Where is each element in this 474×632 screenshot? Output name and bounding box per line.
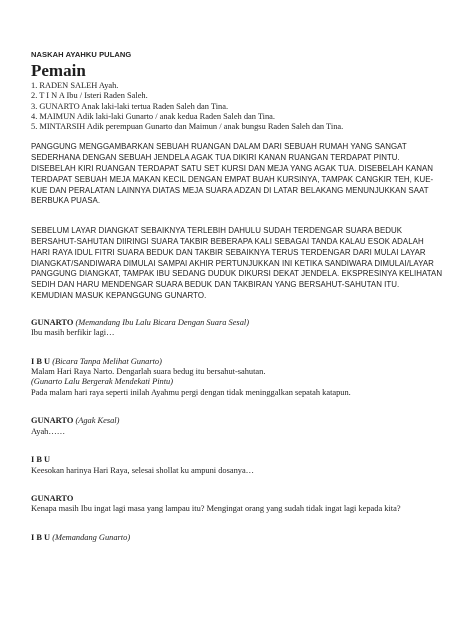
speaker-name: GUNARTO xyxy=(31,493,74,503)
cast-item: 1. RADEN SALEH Ayah. xyxy=(31,81,119,90)
dialogue-line: Pada malam hari raya seperti inilah Ayahmu pergi dengan tidak meninggalkan sepatah katapun. xyxy=(31,387,351,397)
dialogue-block xyxy=(31,455,443,476)
stage-direction: (Memandang Gunarto) xyxy=(52,532,131,542)
dialogue-block xyxy=(31,533,443,543)
stage-direction: (Memandang Ibu Lalu Bicara Dengan Suara Sesal) xyxy=(75,317,249,327)
speaker-name: I B U xyxy=(31,532,51,542)
dialogue-block xyxy=(31,357,443,399)
stage-direction: (Agak Kesal) xyxy=(75,416,120,426)
cast-item: 2. T I N A Ibu / Isteri Raden Saleh. xyxy=(31,91,148,101)
document-title: NASKAH AYAHKU PULANG xyxy=(31,50,132,59)
dialogue-line: Ayah…… xyxy=(31,426,66,436)
stage-direction: (Gunarto Lalu Bergerak Mendekati Pintu) xyxy=(31,377,174,387)
cast-item: 3. GUNARTO Anak laki-laki tertua Raden Saleh dan Tina. xyxy=(31,101,229,111)
dialogue-line: Malam Hari Raya Narto. Dengarlah suara bedug itu bersahut-sahutan. xyxy=(31,367,266,377)
cast-item: 4. MAIMUN Adik laki-laki Gunarto / anak kedua Raden Saleh dan Tina. xyxy=(31,111,275,121)
dialogue-block xyxy=(31,494,443,515)
speaker-name: I B U xyxy=(31,356,51,366)
cast-list xyxy=(31,81,443,132)
speaker-name: I B U xyxy=(31,455,51,465)
stage-description: PANGGUNG MENGGAMBARKAN SEBUAH RUANGAN DALAM DARI SEBUAH RUMAH YANG SANGAT SEDERHANA DENGAN SEBUAH JENDELA AGAK TUA DIKIRI KANAN RUANGAN TERDAPAT PINTU. DISEBELAH KIRI RUANGAN TERDAPAT SATU SET KURSI DAN MEJA YANG AGAK TUA. DISEBELAH KANAN TERDAPAT SEBUAH MEJA MAKAN KECIL DENGAN EMPAT BUAH KURSINYA, TAMPAK CANGKIR TEH, KUE-KUE DAN PERALATAN LAINNYA DIATAS MEJA SUARA ADZAN DI LATAR BELAKANG MENUNJUKKAN SAAT BERBUKA PUASA. xyxy=(31,142,434,206)
dialogue-line: Kenapa masih Ibu ingat lagi masa yang lampau itu? Mengingat orang yang sudah tidak ingat lagi kepada kita? xyxy=(31,504,401,514)
dialogue-block xyxy=(31,416,443,437)
dialogue-block xyxy=(31,318,443,339)
opening-direction: SEBELUM LAYAR DIANGKAT SEBAIKNYA TERLEBIH DAHULU SUDAH TERDENGAR SUARA BEDUK BERSAHUT-SAHUTAN DIIRINGI SUARA TAKBIR BEBERAPA KALI SEBAGAI TANDA KALAU ESOK ADALAH HARI RAYA IDUL FITRI SUARA BEDUK DAN TAKBIR SEBAIKNYA TERUS TERDENGAR DARI MULAI LAYAR DIANGKAT/SANDIWARA DIMULAI SAMPAI AKHIR PERTUNJUKKAN INI KETIKA SANDIWARA DIMULAI/LAYAR PANGGUNG DIANGKAT, TAMPAK IBU SEDANG DUDUK DIKURSI DEKAT JENDELA. EKSPRESINYA KELIHATAN SEDIH DAN HARU MENDENGAR SUARA BEDUK DAN TAKBIRAN YANG BERSAHUT-SAHUTAN ITU. KEMUDIAN MASUK KEPANGGUNG GUNARTO. xyxy=(31,226,443,301)
dialogue-line: Ibu masih berfikir lagi… xyxy=(31,328,115,338)
document-page xyxy=(31,50,443,543)
cast-item: 5. MINTARSIH Adik perempuan Gunarto dan Maimun / anak bungsu Raden Saleh dan Tina. xyxy=(31,122,344,132)
speaker-name: GUNARTO xyxy=(31,317,74,327)
dialogue-line: Keesokan harinya Hari Raya, selesai shollat ku ampuni dosanya… xyxy=(31,465,255,475)
stage-direction: (Bicara Tanpa Melihat Gunarto) xyxy=(52,356,162,366)
speaker-name: GUNARTO xyxy=(31,416,74,426)
cast-heading: Pemain xyxy=(31,61,86,80)
